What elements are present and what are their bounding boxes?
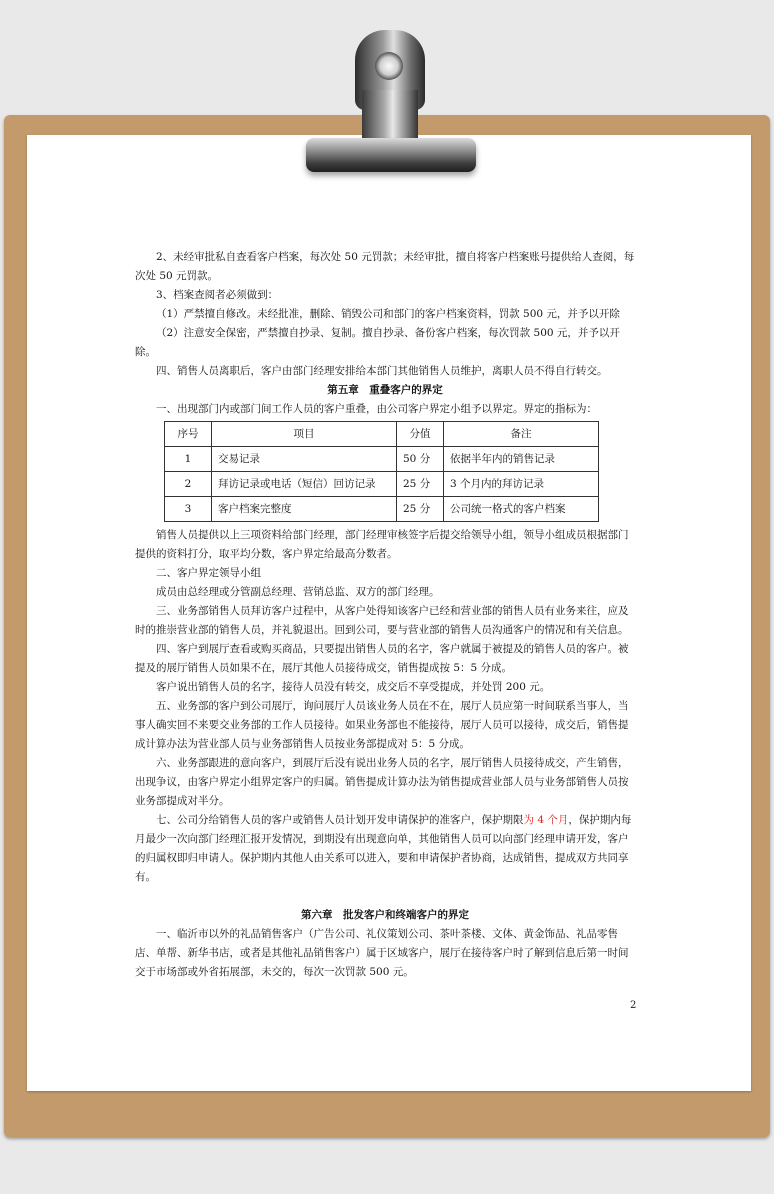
- table-cell: 公司统一格式的客户档案: [444, 497, 599, 522]
- table-cell: 交易记录: [212, 447, 397, 472]
- table-cell: 25 分: [397, 472, 444, 497]
- paragraph: 3、档案查阅者必须做到：: [156, 289, 279, 301]
- table-header-cell: 项目: [212, 422, 397, 447]
- table-cell: 50 分: [397, 447, 444, 472]
- table-row: [165, 447, 599, 472]
- table-header-cell: 分值: [397, 422, 444, 447]
- table-row: [165, 497, 599, 522]
- table-header-row: [165, 422, 599, 447]
- chapter-heading: 第五章 重叠客户的界定: [327, 384, 443, 396]
- paragraph: 四、销售人员离职后，客户由部门经理安排给本部门其他销售人员维护，离职人员不得自行转交。: [156, 365, 608, 377]
- paragraph: 一、出现部门内或部门间工作人员的客户重叠，由公司客户界定小组予以界定。界定的指标为：: [156, 403, 597, 415]
- criteria-table: [164, 421, 599, 522]
- table-cell: 25 分: [397, 497, 444, 522]
- chapter-heading: 第六章 批发客户和终端客户的界定: [301, 909, 469, 921]
- table-row: [165, 472, 599, 497]
- table-header-cell: 备注: [444, 422, 599, 447]
- document-body: [135, 248, 635, 982]
- paragraph: 2、未经审批私自查看客户档案，每次处 50 元罚款；未经审批，擅自将客户档案账号提供给人查阅，每次处 50 元罚款。: [135, 251, 635, 282]
- table-cell: 客户档案完整度: [212, 497, 397, 522]
- paragraph: 四、客户到展厅查看或购买商品，只要提出销售人员的名字，客户就属于被提及的销售人员的客户。被提及的展厅销售人员如果不在，展厅其他人员接待成交，销售提成按 5：5 分成。: [135, 643, 629, 674]
- paragraph: 一、临沂市以外的礼品销售客户（广告公司、礼仪策划公司、茶叶茶楼、文体、黄金饰品、礼品零售店、单帮、新华书店，或者是其他礼品销售客户）属于区域客户，展厅在接待客户时了解到信息后第一时间交于市场部或外省拓展部，未交的，每次一次罚款 500 元。: [135, 928, 629, 978]
- paragraph: （2）注意安全保密，严禁擅自抄录、复制。擅自抄录、备份客户档案，每次罚款 500 元，并予以开除。: [135, 327, 620, 358]
- paragraph-text: ，保护期内每月最少一次向部门经理汇报开发情况，到期没有出现意向单，其他销售人员可以向部门经理申请开发，客户的归属权即归申请人。保护期内其他人由关系可以进入，要和申请保护者协商，达成销售，提成双方共同享有。: [135, 814, 632, 883]
- table-header-cell: 序号: [165, 422, 212, 447]
- paragraph: 三、业务部销售人员拜访客户过程中，从客户处得知该客户已经和营业部的销售人员有业务来往，应及时的推崇营业部的销售人员，并礼貌退出。回到公司，要与营业部的销售人员沟通客户的情况和有关信息。: [135, 605, 629, 636]
- table-cell: 依据半年内的销售记录: [444, 447, 599, 472]
- page-number: 2: [630, 1000, 637, 1011]
- paragraph: 五、业务部的客户到公司展厅，询问展厅人员该业务人员在不在，展厅人员应第一时间联系当事人，当事人确实回不来要交业务部的工作人员接待。如果业务部也不能接待，展厅人员可以接待，成交后，销售提成计算办法为营业部人员与业务部销售人员按业务部提成对 5：5 分成。: [135, 700, 629, 750]
- paragraph: （1）严禁擅自修改。未经批准，删除、销毁公司和部门的客户档案资料，罚款 500 元，并予以开除: [156, 308, 620, 320]
- paragraph-text: 七、公司分给销售人员的客户或销售人员计划开发申请保护的准客户，保护期限: [156, 814, 524, 826]
- paragraph: 六、业务部跟进的意向客户，到展厅后没有说出业务人员的名字，展厅销售人员接待成交，产生销售，出现争议，由客户界定小组界定客户的归属。销售提成计算办法为销售提成营业部人员与业务部销售人员按业务部提成对半分。: [135, 757, 629, 807]
- paragraph: 成员由总经理或分管副总经理、营销总监、双方的部门经理。: [156, 586, 440, 598]
- clip-hole-icon: [375, 52, 403, 80]
- table-cell: 拜访记录或电话（短信）回访记录: [212, 472, 397, 497]
- paragraph: 销售人员提供以上三项资料给部门经理，部门经理审核签字后提交给领导小组，领导小组成员根据部门提供的资料打分，取平均分数，客户界定给最高分数者。: [135, 529, 629, 560]
- table-cell: 3: [165, 497, 212, 522]
- paragraph: 二、客户界定领导小组: [156, 567, 261, 579]
- clip-bar-icon: [306, 138, 476, 172]
- highlighted-text: 为 4 个月: [523, 814, 569, 826]
- table-cell: 3 个月内的拜访记录: [444, 472, 599, 497]
- paragraph: [135, 811, 635, 887]
- table-cell: 2: [165, 472, 212, 497]
- clip-body-icon: [362, 90, 418, 142]
- paragraph: 客户说出销售人员的名字，接待人员没有转交，成交后不享受提成，并处罚 200 元。: [156, 681, 551, 693]
- table-cell: 1: [165, 447, 212, 472]
